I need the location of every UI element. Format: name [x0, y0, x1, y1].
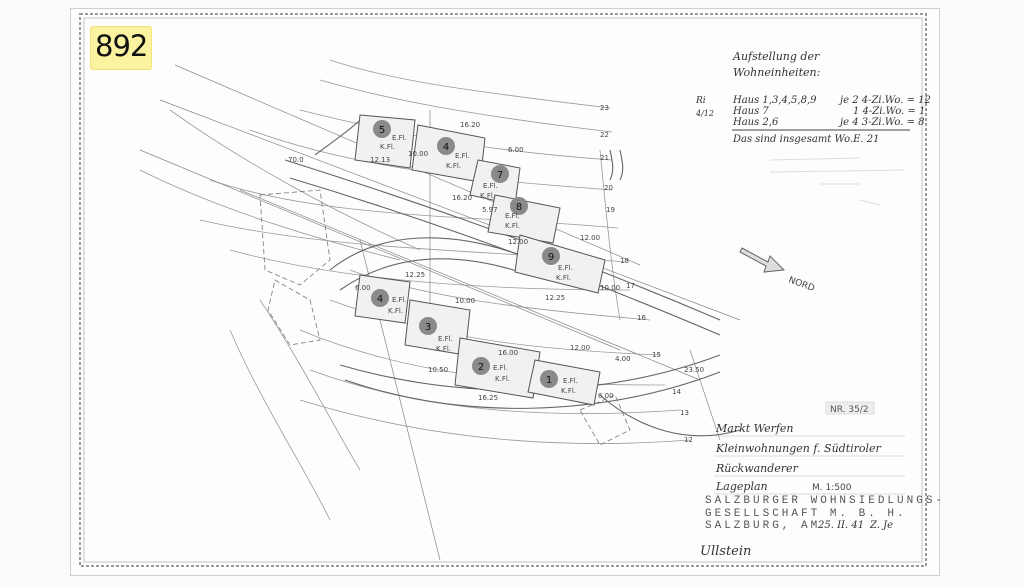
house-number: 2	[477, 362, 485, 373]
unit-legend	[695, 50, 931, 205]
house-label-kfl: K.Fl.	[480, 192, 496, 200]
plan-number: NR. 35/2	[830, 405, 869, 415]
house-number: 3	[424, 322, 432, 333]
contour-number: 19	[606, 206, 615, 214]
house-label-kfl: K.Fl.	[380, 143, 396, 151]
archive-number: 892	[95, 29, 148, 63]
signature: Ullstein	[700, 544, 752, 559]
dimension-label: 16.00	[498, 349, 519, 357]
legend-row-houses: Haus 2,6	[733, 117, 779, 128]
title-project: Kleinwohnungen f. Südtiroler	[716, 442, 881, 455]
company-stamp-line: SALZBURGER WOHNSIEDLUNGS-	[705, 495, 946, 507]
house-number: 1	[545, 375, 553, 386]
house-label-kfl: K.Fl.	[388, 307, 404, 315]
legend-row-houses: Haus 7	[733, 106, 769, 117]
dimension-label: 12.00	[570, 344, 591, 352]
house-number: 8	[515, 202, 523, 213]
dimension-label: 6.00	[508, 146, 524, 154]
stamp-date: 25. II. 41	[818, 520, 865, 531]
house-label-efl: E.Fl.	[392, 296, 407, 304]
title-scale: M. 1:500	[812, 483, 852, 493]
contour-number: 13	[680, 409, 689, 417]
contour-numbers	[600, 104, 693, 444]
contour-number: 18	[620, 257, 629, 265]
title-project-cont: Rückwanderer	[716, 462, 798, 475]
dimension-label: 23.50	[684, 366, 705, 374]
dimension-label: 16.20	[452, 194, 473, 202]
contour-number: 15	[652, 351, 661, 359]
legend-margin-note: 4/12	[696, 109, 714, 118]
legend-total: Das sind insgesamt Wo.E. 21	[733, 134, 880, 145]
house-label-efl: E.Fl.	[493, 364, 508, 372]
house-label-kfl: K.Fl.	[556, 274, 572, 282]
legend-title: Wohneinheiten:	[733, 66, 821, 79]
house-label-efl: E.Fl.	[483, 182, 498, 190]
legend-title: Aufstellung der	[733, 50, 820, 63]
dimension-label: 16.25	[478, 394, 499, 402]
contour-number: 14	[672, 388, 681, 396]
contour-number: 21	[600, 154, 609, 162]
title-block	[700, 402, 945, 559]
house-label-efl: E.Fl.	[558, 264, 573, 272]
north-label: NORD	[786, 275, 816, 295]
dimension-label: 16.20	[460, 121, 481, 129]
dimension-label: 10.00	[455, 297, 476, 305]
company-stamp-line: SALZBURG, AM	[705, 520, 821, 532]
dimension-label: 10.50	[428, 366, 449, 374]
house-number: 4	[442, 142, 450, 153]
dimension-label: 6.00	[355, 284, 371, 292]
house-label-kfl: K.Fl.	[495, 375, 511, 383]
dimension-label: 12.25	[545, 294, 566, 302]
house-label-efl: E.Fl.	[505, 212, 520, 220]
north-arrow-icon	[740, 248, 784, 272]
legend-row-calc: je 2 4-Zi.Wo. = 12	[840, 95, 931, 106]
house-number: 7	[496, 170, 504, 181]
dimension-label: 6.00	[598, 392, 614, 400]
dimension-label: 12.00	[508, 238, 529, 246]
dimension-label: 12.13	[370, 156, 391, 164]
north-arrow	[740, 248, 816, 294]
house-number: 5	[378, 125, 386, 136]
dimension-label: 5.97	[482, 206, 498, 214]
house-label-kfl: K.Fl.	[436, 345, 452, 353]
faint-erased-text	[770, 158, 905, 205]
house-label-kfl: K.Fl.	[561, 387, 577, 395]
stamp-initials: Z. Je	[870, 520, 894, 531]
title-drawing-type: Lageplan	[716, 480, 768, 493]
house-number: 9	[547, 252, 555, 263]
contour-number: 20	[604, 184, 613, 192]
legend-row-calc: 1 4-Zi.Wo. = 1	[853, 106, 926, 117]
dimension-label: 12.25	[405, 271, 426, 279]
house-label-efl: E.Fl.	[392, 134, 407, 142]
contour-number: 16	[637, 314, 646, 322]
road-label: 70.0	[288, 156, 304, 164]
house-label-efl: E.Fl.	[455, 152, 470, 160]
legend-margin-note: Ri	[696, 96, 706, 106]
house-label-kfl: K.Fl.	[505, 222, 521, 230]
company-stamp-line: GESELLSCHAFT M. B. H.	[705, 508, 907, 520]
archive-sticker	[91, 27, 151, 69]
dimension-label: 10.00	[600, 284, 621, 292]
contour-number: 23	[600, 104, 609, 112]
contour-number: 17	[626, 282, 635, 290]
legend-row-calc: je 4 3-Zi.Wo. = 8	[840, 117, 925, 128]
contour-number: 12	[684, 436, 693, 444]
dimension-label: 10.00	[408, 150, 429, 158]
house-label-kfl: K.Fl.	[446, 162, 462, 170]
dimension-label: 12.00	[580, 234, 601, 242]
legend-row-houses: Haus 1,3,4,5,8,9	[733, 95, 817, 106]
title-location: Markt Werfen	[716, 422, 794, 435]
dimension-label: 4.00	[615, 355, 631, 363]
contour-number: 22	[600, 131, 609, 139]
house-label-efl: E.Fl.	[438, 335, 453, 343]
house-number: 4	[376, 294, 384, 305]
house-label-efl: E.Fl.	[563, 377, 578, 385]
